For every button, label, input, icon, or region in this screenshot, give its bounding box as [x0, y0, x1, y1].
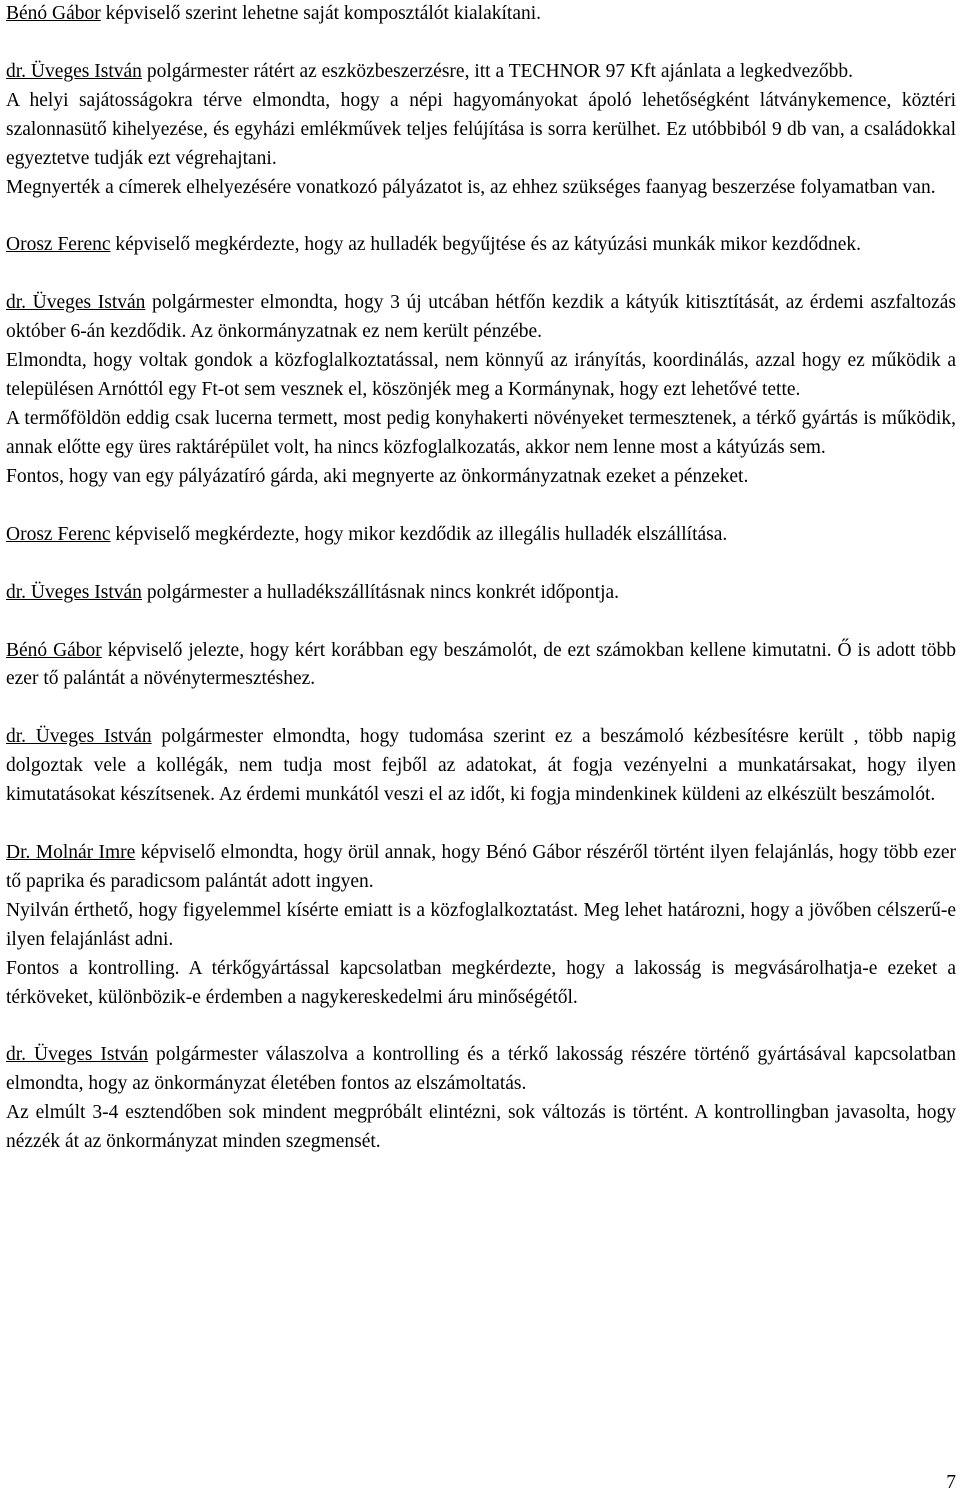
page-number: 7 — [946, 1472, 956, 1493]
document-page — [6, 0, 956, 1509]
paragraph-gap — [6, 1012, 956, 1041]
paragraph — [6, 174, 956, 203]
paragraph — [6, 347, 956, 405]
paragraph-text: képviselő megkérdezte, hogy az hulladék begyűjtése és az kátyúzási munkák mikor kezdődnek. — [110, 234, 861, 256]
paragraph-text: polgármester elmondta, hogy tudomása szerint ez a beszámoló kézbesítésre került , több napig dolgoztak vele a kollégák, nem tudja most fejből az adatokat, át fogja vezényelni a munkatársakat, hogy ilyen kimutatásokat készítsenek. Az érdemi munkától veszi el az időt, ki fogja mindenkinek küldeni az elkészült beszámolót. — [6, 726, 956, 806]
paragraph-gap — [6, 694, 956, 723]
paragraph-text: polgármester válaszolva a kontrolling és a térkő lakosság részére történő gyártásával kapcsolatban elmondta, hogy az önkormányzat életében fontos az elszámoltatás. — [6, 1044, 956, 1095]
paragraph — [6, 405, 956, 463]
paragraph — [6, 289, 956, 347]
paragraph-text: Fontos a kontrolling. A térkőgyártással kapcsolatban megkérdezte, hogy a lakosság is megvásárolhatja-e ezeket a térköveket, különbözik-e érdemben a nagykereskedelmi áru minőségétől. — [6, 957, 956, 1008]
paragraph — [6, 87, 956, 174]
speaker-name: dr. Üveges István — [6, 1044, 149, 1066]
paragraph — [6, 897, 956, 955]
paragraph-gap — [6, 608, 956, 637]
speaker-name: Orosz Ferenc — [6, 234, 111, 256]
paragraph — [6, 579, 956, 608]
paragraph — [6, 839, 956, 897]
paragraph-text: Elmondta, hogy voltak gondok a közfoglalkoztatással, nem könnyű az irányítás, koordinálás, azzal hogy ez működik a településen Arnóttól egy Ft-ot sem vesznek el, köszönjék meg a Kormánynak, hogy ezt lehetővé tette. — [6, 350, 956, 401]
paragraph — [6, 231, 956, 260]
speaker-name: dr. Üveges István — [6, 581, 142, 603]
paragraph — [6, 723, 956, 810]
paragraph — [6, 637, 956, 695]
paragraph — [6, 1099, 956, 1157]
speaker-name: Bénó Gábor — [6, 639, 102, 661]
speaker-name: Bénó Gábor — [6, 3, 101, 24]
speaker-name: dr. Üveges István — [6, 60, 142, 82]
paragraph-text: képviselő jelezte, hogy kért korábban egy beszámolót, de ezt számokban kellene kimutatni. Ő is adott több ezer tő palántát a növénytermesztéshez. — [6, 639, 956, 690]
paragraph-text: polgármester elmondta, hogy 3 új utcában hétfőn kezdik a kátyúk kitisztítását, az érdemi aszfaltozás október 6-án kezdődik. Az önkormányzatnak ez nem került pénzébe. — [6, 292, 956, 343]
paragraph-gap — [6, 810, 956, 839]
paragraph-text: Fontos, hogy van egy pályázatíró gárda, aki megnyerte az önkormányzatnak ezeket a pénzeket. — [6, 465, 749, 487]
speaker-name: Dr. Molnár Imre — [6, 842, 136, 864]
speaker-name: dr. Üveges István — [6, 292, 146, 314]
paragraph — [6, 1041, 956, 1099]
paragraph-text: képviselő elmondta, hogy örül annak, hogy Bénó Gábor részéről történt ilyen felajánlás, hogy több ezer tő paprika és paradicsom palántát adott ingyen. — [6, 842, 956, 892]
paragraph-gap — [6, 492, 956, 521]
paragraph-gap — [6, 202, 956, 231]
paragraph-text: Megnyerték a címerek elhelyezésére vonatkozó pályázatot is, az ehhez szükséges faanyag beszerzése folyamatban van. — [6, 176, 936, 198]
speaker-name: Orosz Ferenc — [6, 523, 111, 545]
paragraph-text: polgármester a hulladékszállításnak nincs konkrét időpontja. — [141, 581, 620, 603]
paragraph — [6, 58, 956, 87]
paragraph-gap — [6, 550, 956, 579]
paragraph-text: A helyi sajátosságokra térve elmondta, hogy a népi hagyományokat ápoló lehetőségként látványkemence, köztéri szalonnasütő kihelyezése, és egyházi emlékművek teljes felújítása is sorra kerülhet. Ez utóbbiból 9 db van, a családokkal egyeztetve tudják ezt végrehajtani. — [6, 89, 956, 169]
paragraph — [6, 955, 956, 1013]
paragraph-text: Nyilván érthető, hogy figyelemmel kísérte emiatt is a közfoglalkoztatást. Meg lehet határozni, hogy a jövőben célszerű-e ilyen felajánlást adni. — [6, 899, 956, 950]
paragraph — [6, 463, 956, 492]
paragraph-text: képviselő szerint lehetne saját komposztálót kialakítani. — [100, 3, 542, 24]
paragraph-text: polgármester rátért az eszközbeszerzésre, itt a TECHNOR 97 Kft ajánlata a legkedvezőbb. — [141, 60, 854, 82]
paragraph-gap — [6, 260, 956, 289]
paragraph-gap — [6, 29, 956, 58]
paragraph-text: A termőföldön eddig csak lucerna termett, most pedig konyhakerti növényeket termesztenek, a térkő gyártás is működik, annak előtte egy üres raktárépület volt, ha nincs közfoglalkozatás, akkor nem lenne most a kátyúzás sem. — [6, 407, 956, 458]
paragraph-text: képviselő megkérdezte, hogy mikor kezdődik az illegális hulladék elszállítása. — [110, 523, 728, 545]
paragraph — [6, 0, 956, 29]
paragraph-text: Az elmúlt 3-4 esztendőben sok mindent megpróbált elintézni, sok változás is történt. A kontrollingban javasolta, hogy nézzék át az önkormányzat minden szegmensét. — [6, 1102, 956, 1153]
paragraph — [6, 521, 956, 550]
speaker-name: dr. Üveges István — [6, 726, 152, 748]
